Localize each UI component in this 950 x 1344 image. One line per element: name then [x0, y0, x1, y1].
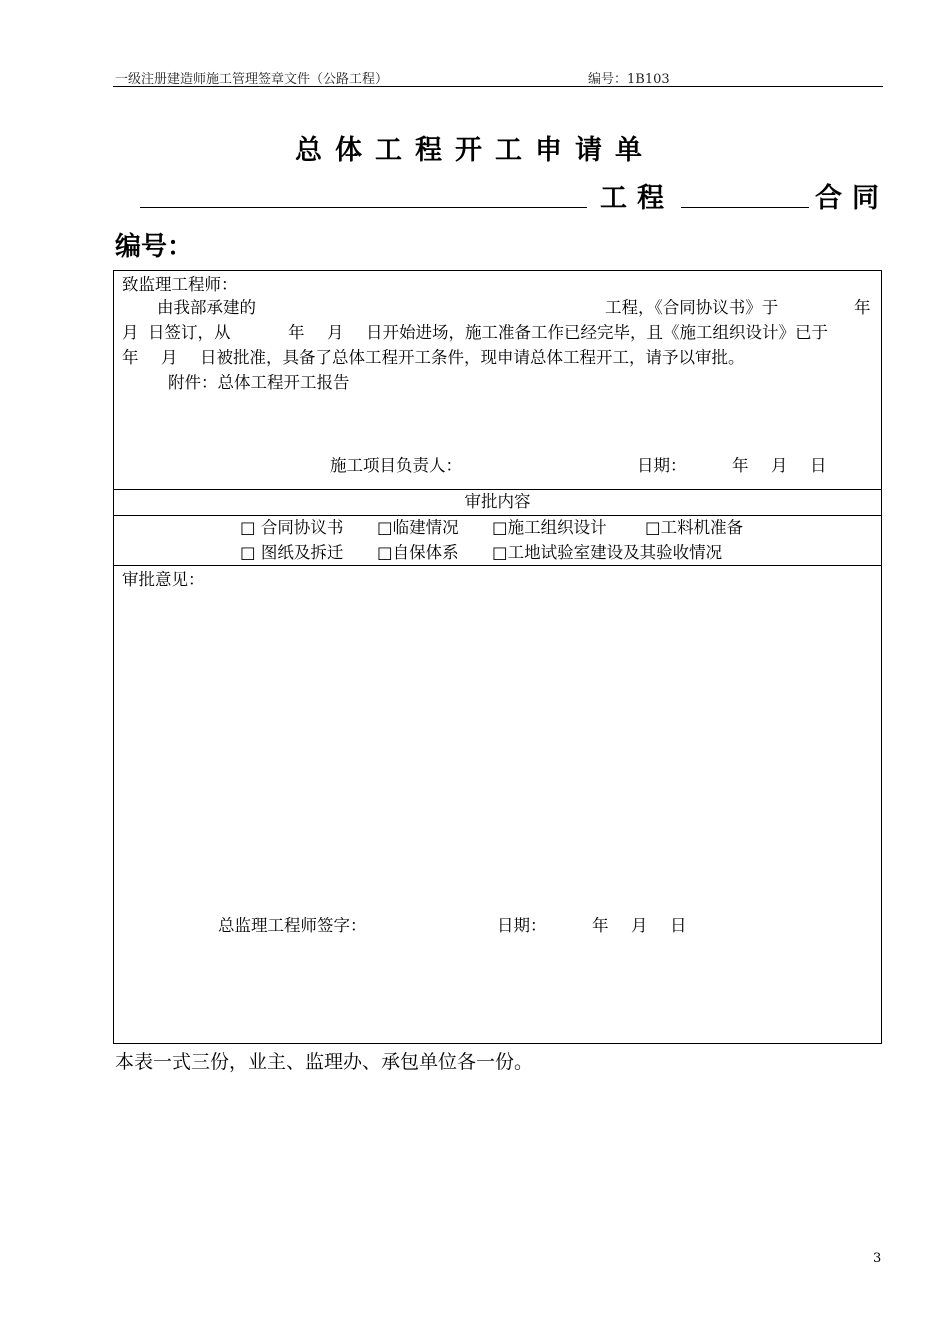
year-label: 年	[732, 456, 749, 475]
checkbox-contract-agreement[interactable]: □ 合同协议书	[240, 518, 344, 537]
year-label: 年	[592, 916, 609, 935]
checkbox-materials-prep[interactable]: □工料机准备	[645, 518, 744, 537]
date-label: 日期：	[497, 916, 547, 935]
year-label: 年	[122, 348, 139, 367]
copies-note: 本表一式三份，业主、监理办、承包单位各一份。	[115, 1051, 534, 1073]
document-code: 编号：1B103	[588, 72, 670, 87]
checkbox-temporary-facilities[interactable]: □临建情况	[377, 518, 459, 537]
addressee: 致监理工程师：	[122, 275, 238, 294]
application-text: 日开始进场，施工准备工作已经完毕，且《施工组织设计》已于	[366, 323, 828, 342]
contract-name-blank[interactable]	[681, 207, 809, 208]
attachment-note: 附件：总体工程开工报告	[168, 373, 350, 392]
project-name-blank[interactable]	[140, 207, 587, 208]
application-text: 日被批准，具备了总体工程开工条件，现申请总体工程开工，请予以审批。	[200, 348, 745, 367]
checkbox-site-lab[interactable]: □工地试验室建设及其验收情况	[492, 543, 723, 562]
form-title: 总体工程开工申请单	[295, 135, 655, 166]
month-label: 月	[327, 323, 344, 342]
approval-heading: 审批内容	[464, 492, 531, 511]
month-label: 月	[122, 323, 139, 342]
page-number: 3	[873, 1251, 882, 1266]
header-rule	[113, 86, 883, 87]
approval-opinion-label: 审批意见：	[122, 570, 205, 589]
chief-engineer-sign-label: 总监理工程师签字：	[218, 916, 367, 935]
table-divider	[113, 489, 882, 490]
table-divider	[113, 515, 882, 516]
month-label: 月	[631, 916, 648, 935]
day-label: 日	[670, 916, 687, 935]
application-text: 工程，《合同协议书》于	[605, 298, 779, 317]
day-label: 日	[810, 456, 827, 475]
year-label: 年	[854, 298, 871, 317]
table-divider	[113, 565, 882, 566]
checkbox-drawings-relocation[interactable]: □ 图纸及拆迁	[240, 543, 344, 562]
project-manager-label: 施工项目负责人：	[330, 456, 462, 475]
date-label: 日期：	[637, 456, 687, 475]
checkbox-self-assurance[interactable]: □自保体系	[377, 543, 459, 562]
checkbox-construction-plan[interactable]: □施工组织设计	[492, 518, 607, 537]
approval-opinion-field[interactable]	[118, 595, 876, 895]
form-number-label: 编号：	[115, 232, 194, 262]
contract-suffix: 合同	[815, 183, 889, 214]
month-label: 月	[161, 348, 178, 367]
month-label: 月	[771, 456, 788, 475]
application-text: 由我部承建的	[157, 298, 256, 317]
project-suffix: 工程	[600, 183, 674, 214]
application-text: 日签订，从	[148, 323, 231, 342]
running-header-title: 一级注册建造师施工管理签章文件（公路工程）	[115, 72, 389, 87]
year-label: 年	[288, 323, 305, 342]
